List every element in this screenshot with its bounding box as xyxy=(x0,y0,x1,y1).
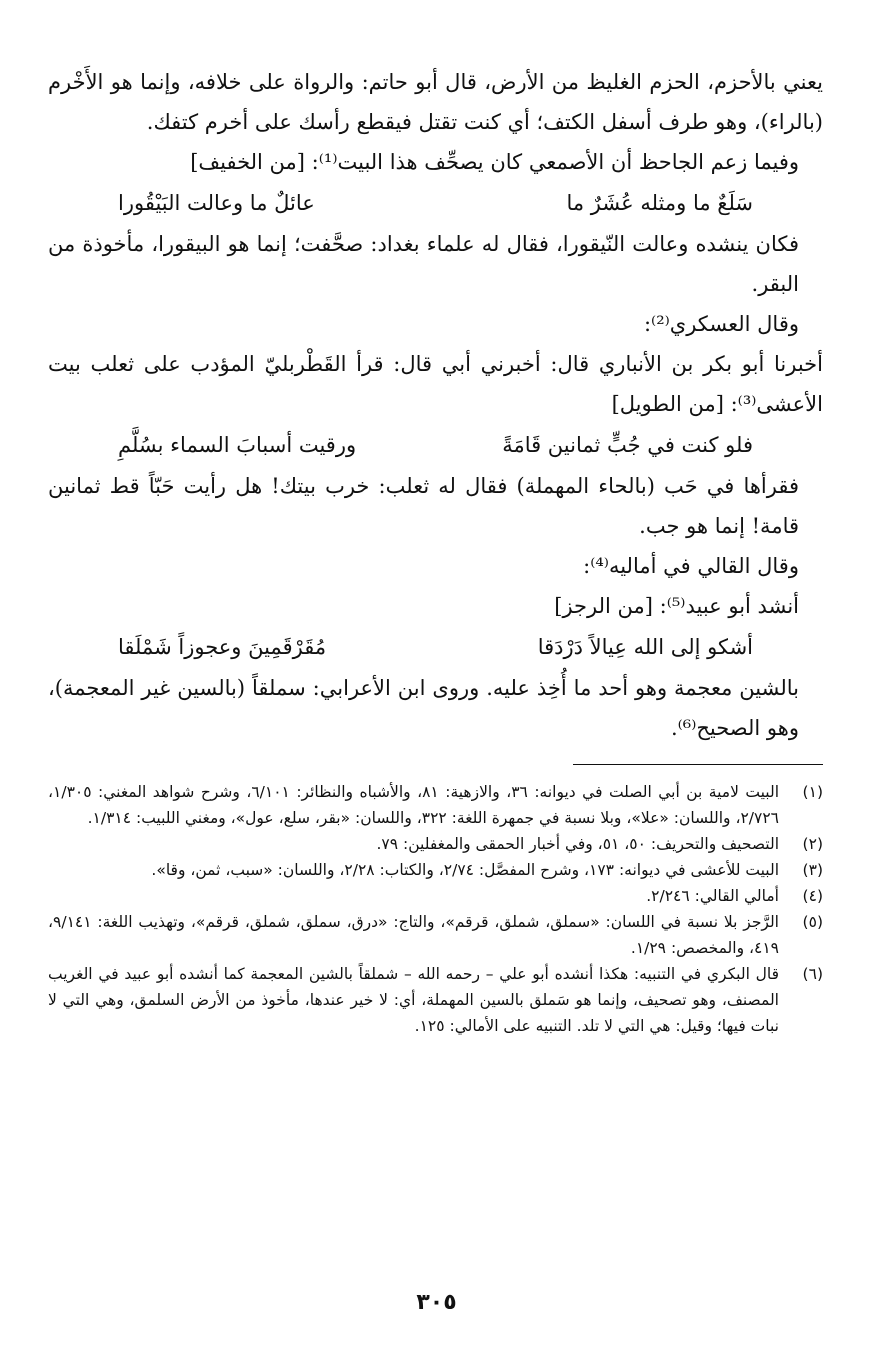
paragraph-6: فقرأها في حَب (بالحاء المهملة) فقال له ثعلب: خرب بيتك! هل رأيت حَبّاً قط ثمانين قامة! إنما هو جب. xyxy=(48,474,799,538)
footnote-divider xyxy=(573,764,823,765)
paragraph-1: يعني بالأحزم، الحزم الغليظ من الأرض، قال أبو حاتم: والرواة على خلافه، وإنما هو الأَخْرم (بالراء)، وهو طرف أسفل الكتف؛ أي كنت تقتل فيقطع رأسك على أخرم كتفك. xyxy=(48,70,823,134)
footnote-number: (١) xyxy=(802,783,823,801)
paragraph-3: فكان ينشده وعالت النّيقورا، فقال له علماء بغداد: صحَّفت؛ إنما هو البيقورا، مأخوذة من البقر. xyxy=(48,232,799,296)
verse-3-second-hemistich: مُقَرْقَمِينَ وعجوزاً شَمْلَقا xyxy=(118,635,327,659)
footnote-text: التصحيف والتحريف: ٥٠، ٥١، وفي أخبار الحمقى والمغفلين: ٧٩. xyxy=(376,835,779,853)
verse-2-second-hemistich: ورقيت أسبابَ السماء بسُلَّمِ xyxy=(118,433,357,457)
footnote-5 xyxy=(48,909,823,961)
footnotes xyxy=(48,779,823,1039)
footnote-text: البيت لامية بن أبي الصلت في ديوانه: ٣٦، والازهية: ٨١، والأشباه والنظائر: ٦/١٠١، وشرح شواهد المغني: ١/٣٠٥، ٢/٧٢٦، واللسان: «علا»، وبلا نسبة في جمهرة اللغة: ٣٢٢، واللسان: «بقر، سلع، عول»، ومغني اللبيب: ١/٣١٤. xyxy=(48,783,780,827)
footnote-number: (٥) xyxy=(802,913,823,931)
paragraph-5: أخبرنا أبو بكر بن الأنباري قال: أخبرني أبي قال: قرأ القَطْربليّ المؤدب على ثعلب بيت الأعشى⁽³⁾: [من الطويل] xyxy=(48,352,823,416)
footnote-text: البيت للأعشى في ديوانه: ١٧٣، وشرح المفصَّل: ٢/٧٤، والكتاب: ٢/٢٨، واللسان: «سبب، ثمن، وقا». xyxy=(151,861,779,879)
paragraph-8: أنشد أبو عبيد⁽⁵⁾: [من الرجز] xyxy=(554,594,799,618)
paragraph-7: وقال القالي في أماليه⁽⁴⁾: xyxy=(583,554,799,578)
verse-1-first-hemistich: سَلَعٌ ما ومثله عُشَرٌ ما xyxy=(566,191,753,215)
main-text xyxy=(48,62,823,748)
footnote-1 xyxy=(48,779,823,831)
verse-3-first-hemistich: أشكو إلى الله عِيالاً دَرْدَقا xyxy=(537,635,753,659)
footnote-number: (٤) xyxy=(802,887,823,905)
verse-3 xyxy=(48,626,823,668)
verse-2-first-hemistich: فلو كنت في جُبٍّ ثمانين قَامَةً xyxy=(502,433,753,457)
footnote-text: الرَّجز بلا نسبة في اللسان: «سملق، شملق، قرقم»، والتاج: «درق، سملق، شملق، قرقم»، وتهذيب اللغة: ٩/١٤١، ٤١٩، والمخصص: ١/٢٩. xyxy=(48,913,779,957)
footnote-6 xyxy=(48,961,823,1039)
paragraph-4: وقال العسكري⁽²⁾: xyxy=(643,312,799,336)
paragraph-2: وفيما زعم الجاحظ أن الأصمعي كان يصحِّف هذا البيت⁽¹⁾: [من الخفيف] xyxy=(190,150,799,174)
footnote-number: (٢) xyxy=(802,835,823,853)
footnote-2 xyxy=(48,831,823,857)
verse-1-second-hemistich: عائلٌ ما وعالت البَيْقُورا xyxy=(118,191,315,215)
footnote-text: قال البكري في التنبيه: هكذا أنشده أبو علي – رحمه الله – شملقاً بالشين المعجمة كما أنشده أبو عبيد في الغريب المصنف، وهو تصحيف، وإنما هو سَملق بالسين المهملة، أي: لا خير عندها، مأخوذ من الأرض السلمق، وهي التي لا نبات فيها؛ وقيل: هي التي لا تلد. التنبيه على الأمالي: ١٢٥. xyxy=(48,965,779,1035)
footnote-3 xyxy=(48,857,823,883)
book-page xyxy=(48,62,823,1370)
verse-1 xyxy=(48,182,823,224)
footnote-number: (٣) xyxy=(802,861,823,879)
verse-2 xyxy=(48,424,823,466)
page-number: ٣٠٥ xyxy=(416,1290,457,1315)
footnote-text: أمالي القالي: ٢/٢٤٦. xyxy=(646,887,779,905)
footnote-4 xyxy=(48,883,823,909)
paragraph-9: بالشين معجمة وهو أحد ما أُخِذ عليه. وروى ابن الأعرابي: سملقاً (بالسين غير المعجمة)، وهو الصحيح⁽⁶⁾. xyxy=(48,676,799,740)
footnote-number: (٦) xyxy=(802,965,823,983)
